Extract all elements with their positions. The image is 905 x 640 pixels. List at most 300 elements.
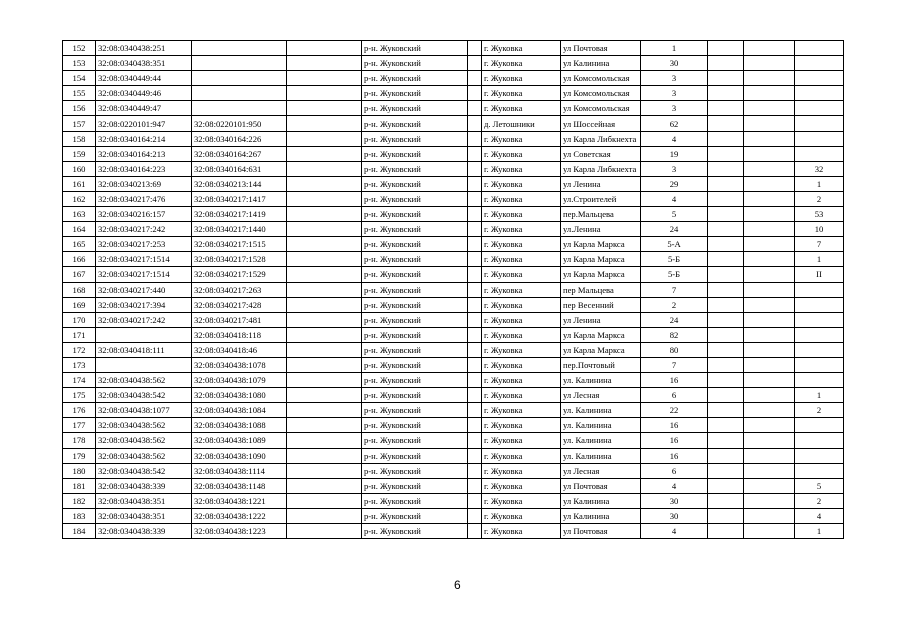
- table-row: [63, 207, 844, 222]
- cell-cadastral-number-2: 32:08:0340217:481: [192, 312, 287, 327]
- cell-locality: г. Жуковка: [482, 252, 561, 267]
- table-row: [63, 297, 844, 312]
- cell-cadastral-number: 32:08:0340449:44: [96, 71, 192, 86]
- cell-extra-col-1: [708, 418, 744, 433]
- cell-cadastral-number: 32:08:0220101:947: [96, 116, 192, 131]
- cell-blank-col: [287, 312, 362, 327]
- cell-house-number: 3: [641, 71, 708, 86]
- page-number: 6: [454, 578, 461, 592]
- cell-cadastral-number: 32:08:0340217:253: [96, 237, 192, 252]
- cell-row-number: 178: [63, 433, 96, 448]
- cell-blank-col: [287, 161, 362, 176]
- cell-extra-col-2: [744, 131, 795, 146]
- cell-blank-col-2: [468, 222, 482, 237]
- cell-district: р-н. Жуковский: [362, 101, 468, 116]
- cell-cadastral-number: 32:08:0340438:339: [96, 478, 192, 493]
- cell-street: ул Лесная: [561, 388, 641, 403]
- cell-blank-col-2: [468, 71, 482, 86]
- cell-extra-col-1: [708, 297, 744, 312]
- cell-blank-col-2: [468, 252, 482, 267]
- cell-locality: г. Жуковка: [482, 357, 561, 372]
- cell-street: пер.Почтовый: [561, 357, 641, 372]
- cell-locality: г. Жуковка: [482, 282, 561, 297]
- cell-district: р-н. Жуковский: [362, 418, 468, 433]
- cell-apartment-count: 4: [795, 508, 844, 523]
- cell-blank-col: [287, 448, 362, 463]
- table-row: [63, 252, 844, 267]
- cell-blank-col: [287, 146, 362, 161]
- table-row: [63, 191, 844, 206]
- cell-blank-col-2: [468, 237, 482, 252]
- cell-street: ул.Строителей: [561, 191, 641, 206]
- cell-street: ул Почтовая: [561, 478, 641, 493]
- cell-row-number: 177: [63, 418, 96, 433]
- cell-blank-col-2: [468, 327, 482, 342]
- cell-locality: г. Жуковка: [482, 71, 561, 86]
- cell-row-number: 172: [63, 342, 96, 357]
- cell-street: ул Карла Либкнехта: [561, 161, 641, 176]
- cell-extra-col-2: [744, 524, 795, 539]
- cell-extra-col-1: [708, 176, 744, 191]
- cell-blank-col: [287, 207, 362, 222]
- cell-district: р-н. Жуковский: [362, 448, 468, 463]
- cell-house-number: 5-Б: [641, 252, 708, 267]
- cell-blank-col: [287, 101, 362, 116]
- cell-district: р-н. Жуковский: [362, 327, 468, 342]
- cell-blank-col: [287, 56, 362, 71]
- cell-house-number: 29: [641, 176, 708, 191]
- cell-row-number: 158: [63, 131, 96, 146]
- cell-street: пер Мальцева: [561, 282, 641, 297]
- cell-row-number: 176: [63, 403, 96, 418]
- cell-locality: г. Жуковка: [482, 222, 561, 237]
- cell-blank-col-2: [468, 267, 482, 282]
- cell-street: ул. Калинина: [561, 373, 641, 388]
- cell-blank-col-2: [468, 478, 482, 493]
- cell-cadastral-number-2: 32:08:0340217:1440: [192, 222, 287, 237]
- table-row: [63, 41, 844, 56]
- cell-street: ул Комсомольская: [561, 86, 641, 101]
- cell-extra-col-1: [708, 493, 744, 508]
- cell-cadastral-number-2: 32:08:0340438:1223: [192, 524, 287, 539]
- data-table: [62, 40, 844, 539]
- cell-house-number: 5: [641, 207, 708, 222]
- cell-row-number: 152: [63, 41, 96, 56]
- cell-district: р-н. Жуковский: [362, 41, 468, 56]
- cell-extra-col-1: [708, 191, 744, 206]
- cell-house-number: 30: [641, 493, 708, 508]
- cell-cadastral-number-2: 32:08:0340217:1529: [192, 267, 287, 282]
- cell-district: р-н. Жуковский: [362, 282, 468, 297]
- cell-blank-col-2: [468, 357, 482, 372]
- cell-blank-col-2: [468, 312, 482, 327]
- cell-house-number: 7: [641, 357, 708, 372]
- cell-extra-col-2: [744, 267, 795, 282]
- cell-extra-col-2: [744, 403, 795, 418]
- cell-cadastral-number-2: 32:08:0340438:1078: [192, 357, 287, 372]
- cell-cadastral-number: 32:08:0340438:351: [96, 493, 192, 508]
- cell-extra-col-2: [744, 357, 795, 372]
- table-row: [63, 56, 844, 71]
- cell-cadastral-number-2: 32:08:0340438:1222: [192, 508, 287, 523]
- cell-cadastral-number-2: 32:08:0340438:1221: [192, 493, 287, 508]
- cell-row-number: 162: [63, 191, 96, 206]
- cell-district: р-н. Жуковский: [362, 252, 468, 267]
- cell-blank-col-2: [468, 448, 482, 463]
- cell-blank-col: [287, 373, 362, 388]
- cell-extra-col-1: [708, 403, 744, 418]
- cell-extra-col-1: [708, 448, 744, 463]
- cell-apartment-count: [795, 101, 844, 116]
- cell-blank-col: [287, 222, 362, 237]
- cell-cadastral-number: 32:08:0340438:542: [96, 388, 192, 403]
- cell-row-number: 159: [63, 146, 96, 161]
- cell-house-number: 3: [641, 101, 708, 116]
- cell-locality: г. Жуковка: [482, 524, 561, 539]
- cell-street: ул Шоссейная: [561, 116, 641, 131]
- cell-cadastral-number: 32:08:0340438:351: [96, 508, 192, 523]
- cell-apartment-count: 1: [795, 252, 844, 267]
- cell-cadastral-number: 32:08:0340438:251: [96, 41, 192, 56]
- cell-cadastral-number-2: 32:08:0340164:226: [192, 131, 287, 146]
- cell-locality: г. Жуковка: [482, 463, 561, 478]
- cell-district: р-н. Жуковский: [362, 297, 468, 312]
- cell-apartment-count: 53: [795, 207, 844, 222]
- cell-blank-col-2: [468, 56, 482, 71]
- cell-district: р-н. Жуковский: [362, 433, 468, 448]
- table-row: [63, 373, 844, 388]
- cell-house-number: 4: [641, 478, 708, 493]
- cell-blank-col-2: [468, 463, 482, 478]
- cell-blank-col-2: [468, 493, 482, 508]
- cell-district: р-н. Жуковский: [362, 176, 468, 191]
- cell-extra-col-2: [744, 191, 795, 206]
- cell-street: ул Карла Либкнехта: [561, 131, 641, 146]
- cell-apartment-count: II: [795, 267, 844, 282]
- cell-locality: г. Жуковка: [482, 56, 561, 71]
- cell-street: ул Карла Маркса: [561, 237, 641, 252]
- cell-cadastral-number-2: 32:08:0340217:263: [192, 282, 287, 297]
- cell-house-number: 4: [641, 191, 708, 206]
- cell-row-number: 183: [63, 508, 96, 523]
- cell-street: ул Почтовая: [561, 524, 641, 539]
- cell-cadastral-number-2: 32:08:0340217:1419: [192, 207, 287, 222]
- cell-apartment-count: [795, 71, 844, 86]
- cell-extra-col-2: [744, 448, 795, 463]
- cell-locality: г. Жуковка: [482, 388, 561, 403]
- cell-street: ул Почтовая: [561, 41, 641, 56]
- cell-blank-col-2: [468, 342, 482, 357]
- cell-house-number: 16: [641, 448, 708, 463]
- cell-cadastral-number-2: 32:08:0220101:950: [192, 116, 287, 131]
- cell-row-number: 180: [63, 463, 96, 478]
- cell-blank-col: [287, 478, 362, 493]
- cell-cadastral-number-2: 32:08:0340217:1515: [192, 237, 287, 252]
- cell-house-number: 16: [641, 373, 708, 388]
- cell-apartment-count: [795, 131, 844, 146]
- table-row: [63, 448, 844, 463]
- cell-locality: г. Жуковка: [482, 191, 561, 206]
- cell-apartment-count: [795, 463, 844, 478]
- cell-row-number: 182: [63, 493, 96, 508]
- cell-blank-col-2: [468, 101, 482, 116]
- cell-cadastral-number: 32:08:0340438:339: [96, 524, 192, 539]
- cell-extra-col-1: [708, 56, 744, 71]
- cell-locality: г. Жуковка: [482, 327, 561, 342]
- cell-cadastral-number: 32:08:0340213:69: [96, 176, 192, 191]
- table-row: [63, 463, 844, 478]
- cell-blank-col: [287, 41, 362, 56]
- cell-row-number: 167: [63, 267, 96, 282]
- cell-cadastral-number-2: 32:08:0340438:1114: [192, 463, 287, 478]
- cell-blank-col: [287, 252, 362, 267]
- cell-house-number: 80: [641, 342, 708, 357]
- cell-cadastral-number: 32:08:0340217:394: [96, 297, 192, 312]
- table-row: [63, 222, 844, 237]
- cell-cadastral-number: 32:08:0340418:111: [96, 342, 192, 357]
- cell-extra-col-1: [708, 312, 744, 327]
- cell-extra-col-2: [744, 418, 795, 433]
- table-row: [63, 131, 844, 146]
- cell-district: р-н. Жуковский: [362, 388, 468, 403]
- cell-blank-col-2: [468, 418, 482, 433]
- cell-extra-col-2: [744, 101, 795, 116]
- cell-extra-col-2: [744, 71, 795, 86]
- table-row: [63, 418, 844, 433]
- cell-extra-col-1: [708, 478, 744, 493]
- cell-row-number: 161: [63, 176, 96, 191]
- table-row: [63, 403, 844, 418]
- cell-house-number: 2: [641, 297, 708, 312]
- cell-district: р-н. Жуковский: [362, 116, 468, 131]
- cell-locality: г. Жуковка: [482, 207, 561, 222]
- cell-apartment-count: [795, 312, 844, 327]
- cell-street: ул Ленина: [561, 312, 641, 327]
- cell-district: р-н. Жуковский: [362, 71, 468, 86]
- cell-apartment-count: 32: [795, 161, 844, 176]
- cell-house-number: 19: [641, 146, 708, 161]
- cell-extra-col-2: [744, 478, 795, 493]
- cell-row-number: 164: [63, 222, 96, 237]
- cell-extra-col-2: [744, 146, 795, 161]
- cell-street: ул. Калинина: [561, 418, 641, 433]
- cell-district: р-н. Жуковский: [362, 146, 468, 161]
- cell-cadastral-number-2: 32:08:0340213:144: [192, 176, 287, 191]
- cell-blank-col: [287, 237, 362, 252]
- cell-row-number: 160: [63, 161, 96, 176]
- cell-extra-col-1: [708, 342, 744, 357]
- cell-row-number: 156: [63, 101, 96, 116]
- cell-street: ул Калинина: [561, 493, 641, 508]
- cell-extra-col-1: [708, 146, 744, 161]
- cell-blank-col-2: [468, 433, 482, 448]
- cell-blank-col-2: [468, 403, 482, 418]
- cell-blank-col: [287, 282, 362, 297]
- cell-apartment-count: [795, 373, 844, 388]
- cell-cadastral-number: 32:08:0340217:1514: [96, 267, 192, 282]
- cell-cadastral-number: 32:08:0340438:351: [96, 56, 192, 71]
- cell-house-number: 7: [641, 282, 708, 297]
- table-row: [63, 267, 844, 282]
- cell-cadastral-number-2: [192, 71, 287, 86]
- cell-locality: г. Жуковка: [482, 342, 561, 357]
- cell-district: р-н. Жуковский: [362, 312, 468, 327]
- cell-blank-col-2: [468, 146, 482, 161]
- cell-extra-col-2: [744, 388, 795, 403]
- cell-locality: г. Жуковка: [482, 403, 561, 418]
- cell-locality: г. Жуковка: [482, 373, 561, 388]
- cell-district: р-н. Жуковский: [362, 86, 468, 101]
- cell-blank-col-2: [468, 388, 482, 403]
- cell-cadastral-number: 32:08:0340164:213: [96, 146, 192, 161]
- cell-row-number: 165: [63, 237, 96, 252]
- cell-house-number: 82: [641, 327, 708, 342]
- cell-extra-col-1: [708, 433, 744, 448]
- table-row: [63, 161, 844, 176]
- cell-apartment-count: [795, 418, 844, 433]
- cell-apartment-count: [795, 86, 844, 101]
- table-row: [63, 101, 844, 116]
- cell-blank-col-2: [468, 131, 482, 146]
- cell-apartment-count: 1: [795, 176, 844, 191]
- cell-blank-col-2: [468, 116, 482, 131]
- cell-cadastral-number: [96, 357, 192, 372]
- cell-locality: г. Жуковка: [482, 101, 561, 116]
- cell-locality: г. Жуковка: [482, 267, 561, 282]
- cell-blank-col-2: [468, 373, 482, 388]
- cell-street: ул Карла Маркса: [561, 327, 641, 342]
- cell-district: р-н. Жуковский: [362, 403, 468, 418]
- cell-row-number: 175: [63, 388, 96, 403]
- cell-cadastral-number: 32:08:0340217:1514: [96, 252, 192, 267]
- cell-extra-col-1: [708, 463, 744, 478]
- cell-locality: г. Жуковка: [482, 146, 561, 161]
- table-row: [63, 357, 844, 372]
- cell-cadastral-number: 32:08:0340217:440: [96, 282, 192, 297]
- cell-district: р-н. Жуковский: [362, 493, 468, 508]
- cell-extra-col-1: [708, 161, 744, 176]
- cell-extra-col-2: [744, 176, 795, 191]
- cell-locality: г. Жуковка: [482, 297, 561, 312]
- cell-extra-col-2: [744, 252, 795, 267]
- cell-apartment-count: [795, 297, 844, 312]
- cell-apartment-count: 1: [795, 388, 844, 403]
- cell-extra-col-1: [708, 252, 744, 267]
- cell-blank-col: [287, 403, 362, 418]
- cell-locality: г. Жуковка: [482, 418, 561, 433]
- cell-apartment-count: 7: [795, 237, 844, 252]
- cell-cadastral-number-2: 32:08:0340438:1084: [192, 403, 287, 418]
- cell-apartment-count: [795, 448, 844, 463]
- cell-district: р-н. Жуковский: [362, 237, 468, 252]
- cell-cadastral-number-2: 32:08:0340164:631: [192, 161, 287, 176]
- cell-cadastral-number: 32:08:0340438:1077: [96, 403, 192, 418]
- cell-row-number: 166: [63, 252, 96, 267]
- cell-district: р-н. Жуковский: [362, 478, 468, 493]
- cell-row-number: 155: [63, 86, 96, 101]
- cell-locality: г. Жуковка: [482, 493, 561, 508]
- cell-house-number: 22: [641, 403, 708, 418]
- cell-extra-col-2: [744, 161, 795, 176]
- table-row: [63, 433, 844, 448]
- cell-cadastral-number: 32:08:0340216:157: [96, 207, 192, 222]
- cell-locality: г. Жуковка: [482, 508, 561, 523]
- cell-extra-col-2: [744, 237, 795, 252]
- table-row: [63, 176, 844, 191]
- cell-district: р-н. Жуковский: [362, 191, 468, 206]
- cell-extra-col-2: [744, 282, 795, 297]
- cell-cadastral-number: 32:08:0340438:562: [96, 433, 192, 448]
- cell-extra-col-1: [708, 508, 744, 523]
- cell-house-number: 5-Б: [641, 267, 708, 282]
- cell-apartment-count: [795, 327, 844, 342]
- cell-apartment-count: 2: [795, 191, 844, 206]
- cell-extra-col-2: [744, 342, 795, 357]
- cell-apartment-count: [795, 146, 844, 161]
- cell-street: ул Комсомольская: [561, 101, 641, 116]
- cell-extra-col-1: [708, 327, 744, 342]
- cell-district: р-н. Жуковский: [362, 131, 468, 146]
- cell-blank-col: [287, 508, 362, 523]
- cell-extra-col-2: [744, 222, 795, 237]
- cell-blank-col-2: [468, 282, 482, 297]
- cell-cadastral-number-2: 32:08:0340438:1090: [192, 448, 287, 463]
- cell-cadastral-number: 32:08:0340438:542: [96, 463, 192, 478]
- cell-cadastral-number-2: 32:08:0340438:1080: [192, 388, 287, 403]
- cell-district: р-н. Жуковский: [362, 222, 468, 237]
- cell-district: р-н. Жуковский: [362, 267, 468, 282]
- cell-row-number: 157: [63, 116, 96, 131]
- cell-district: р-н. Жуковский: [362, 342, 468, 357]
- cell-cadastral-number: 32:08:0340217:476: [96, 191, 192, 206]
- cell-house-number: 4: [641, 131, 708, 146]
- cell-cadastral-number-2: 32:08:0340217:1528: [192, 252, 287, 267]
- cell-row-number: 154: [63, 71, 96, 86]
- cell-blank-col: [287, 418, 362, 433]
- cell-locality: г. Жуковка: [482, 433, 561, 448]
- cell-house-number: 1: [641, 41, 708, 56]
- cell-cadastral-number-2: 32:08:0340418:118: [192, 327, 287, 342]
- cell-extra-col-1: [708, 222, 744, 237]
- cell-extra-col-1: [708, 71, 744, 86]
- table-row: [63, 237, 844, 252]
- cell-blank-col: [287, 116, 362, 131]
- cell-street: ул Советская: [561, 146, 641, 161]
- cell-apartment-count: 1: [795, 524, 844, 539]
- cell-house-number: 24: [641, 222, 708, 237]
- cell-cadastral-number-2: 32:08:0340438:1148: [192, 478, 287, 493]
- cell-street: пер.Мальцева: [561, 207, 641, 222]
- cell-house-number: 3: [641, 161, 708, 176]
- cell-cadastral-number: 32:08:0340217:242: [96, 222, 192, 237]
- cell-street: ул Калинина: [561, 508, 641, 523]
- cell-street: ул Ленина: [561, 176, 641, 191]
- table-row: [63, 312, 844, 327]
- cell-cadastral-number: 32:08:0340438:562: [96, 418, 192, 433]
- table-row: [63, 342, 844, 357]
- cell-row-number: 173: [63, 357, 96, 372]
- cell-apartment-count: 2: [795, 493, 844, 508]
- cell-blank-col: [287, 71, 362, 86]
- cell-house-number: 4: [641, 524, 708, 539]
- cell-extra-col-1: [708, 282, 744, 297]
- cell-extra-col-1: [708, 86, 744, 101]
- cell-apartment-count: 2: [795, 403, 844, 418]
- cell-locality: г. Жуковка: [482, 176, 561, 191]
- cell-extra-col-2: [744, 116, 795, 131]
- cell-blank-col: [287, 267, 362, 282]
- cell-apartment-count: 10: [795, 222, 844, 237]
